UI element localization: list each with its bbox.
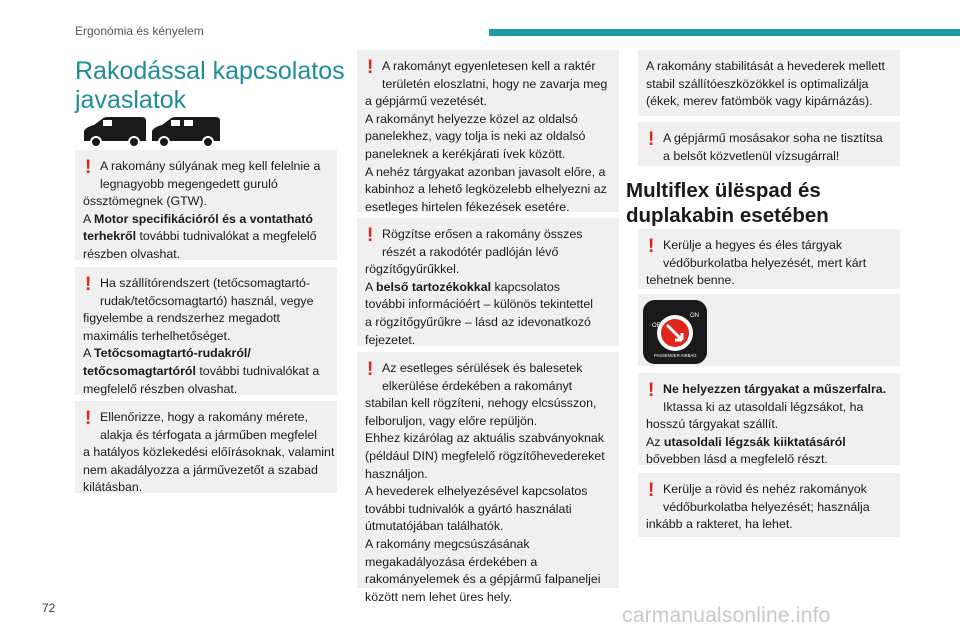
text-line: megakadályozása érdekében a (365, 554, 538, 569)
text-line: védőburkolatba helyezését, mert kárt (663, 255, 867, 270)
warning-exclamation-icon: ! (648, 129, 655, 150)
bold-ref: tetőcsomagtartóról (83, 363, 196, 378)
warning-box-washing (638, 122, 900, 166)
text-line: paneleknek a kerékjárati ívek között. (365, 146, 566, 161)
warning-exclamation-icon: ! (367, 359, 374, 380)
text-line: részben olvashat. (83, 246, 181, 261)
section-title-multiflex (626, 178, 926, 228)
text-line: esetleges hirtelen fékezések esetére. (365, 199, 570, 214)
text-line: A (83, 211, 95, 226)
text-line: további tudnivalókat a (195, 363, 320, 378)
text-line: Kerülje a hegyes és éles tárgyak (663, 238, 843, 252)
warning-exclamation-icon: ! (648, 380, 655, 401)
info-box-stability (638, 50, 900, 116)
text-line: használjon. (365, 466, 428, 481)
warning-exclamation-icon: ! (85, 274, 92, 295)
text-line: további tudnivalók a gyártó használati (365, 501, 572, 516)
text-line: rudak/tetőcsomagtartó) használ, vegye (100, 293, 314, 308)
title-line: duplakabin esetében (626, 204, 829, 227)
text-line: (például DIN) megfelelő rögzítőhevedereket (365, 448, 605, 463)
airbag-off-label: OFF (652, 323, 664, 329)
text-line: figyelembe a rendszerhez megadott (83, 311, 280, 326)
text-line: maximális terhelhetőséget. (83, 328, 231, 343)
text-line: elkerülése érdekében a rakományt (382, 378, 573, 393)
text-line: A rakomány megcsúszásának (365, 536, 530, 551)
warning-box-dashboard (638, 373, 900, 465)
text-line: A rakomány súlyának meg kell felelnie a (100, 159, 321, 173)
warning-box-distribution (357, 50, 619, 212)
text-line: felboruljon, vagy előre repüljön. (365, 413, 538, 428)
text-line: Iktassa ki az utasoldali légzsákot, ha (663, 399, 864, 414)
text-line: bővebben lásd a megfelelő részt. (646, 452, 828, 467)
text-line: a belsőt közvetlenül vízsugárral! (663, 148, 840, 163)
warning-box-short-heavy (638, 473, 900, 537)
text-line: területén eloszlatni, hogy ne zavarja meg (382, 76, 608, 91)
section-title-loading-tips (75, 57, 345, 115)
text-line: hosszú tárgyakat szállít. (646, 417, 779, 432)
text-line: rakományelemek és a gépjármű falpaneljei (365, 572, 601, 587)
warning-box-fastening-rings (357, 218, 619, 346)
text-line: panelekhez, vagy tolja is neki az oldalsó (365, 129, 586, 144)
text-line: a hatályos közlekedési előírásoknak, valamint (83, 445, 335, 460)
warning-exclamation-icon: ! (367, 225, 374, 246)
text-line: A (365, 279, 377, 294)
title-line: Multiflex ülëspad és (626, 179, 821, 202)
bold-ref: Ne helyezzen tárgyakat a műszerfalra. (663, 382, 887, 396)
text-line: Ehhez kizárólag az aktuális szabványoknak (365, 431, 604, 446)
watermark: carmanualsonline.info (622, 604, 831, 627)
warning-exclamation-icon: ! (648, 480, 655, 501)
passenger-airbag-off-icon (643, 300, 707, 364)
warning-exclamation-icon: ! (85, 157, 92, 178)
text-line: részét a rakodótér padlóján lévő (382, 244, 559, 259)
text-line: további információért – különös tekintettel (365, 297, 593, 312)
text-line: A rakományt helyezze közel az oldalsó (365, 111, 578, 126)
text-line: megfelelő részben olvashat. (83, 381, 238, 396)
header-accent-bar (489, 29, 960, 36)
text-line: rögzítőgyűrűkkel. (365, 262, 460, 277)
title-line: javaslatok (75, 86, 187, 114)
text-line: a rögzítőgyűrűkre – lásd az idevonatkozó (365, 314, 591, 329)
text-line: kilátásban. (83, 480, 143, 495)
text-line: Az esetleges sérülések és balesetek (382, 361, 583, 375)
page-number: 72 (42, 601, 56, 615)
text-line: tehetnek benne. (646, 273, 735, 288)
text-line: stabil szállítóeszközökkel is optimalizálja (646, 76, 869, 91)
text-line: kapcsolatos (491, 279, 560, 294)
text-line: Az (646, 434, 664, 449)
airbag-on-label: ON (690, 313, 699, 319)
warning-box-sharp-objects (638, 229, 900, 289)
warning-box-roof-rack (75, 267, 337, 395)
text-line: védőburkolatba helyezését; használja (663, 499, 870, 514)
text-line: nem akadályozza a járművezetőt a szabad (83, 462, 318, 477)
text-line: a gépjármű vezetését. (365, 94, 487, 109)
text-line: Ha szállítórendszert (tetőcsomagtartó- (100, 276, 311, 290)
text-line: A hevederek elhelyezésével kapcsolatos (365, 484, 588, 499)
van-long-icon (152, 117, 220, 147)
warning-exclamation-icon: ! (648, 236, 655, 257)
text-line: A (83, 346, 95, 361)
running-header: Ergonómia és kényelem (75, 24, 204, 38)
warning-box-securing-straps (357, 352, 619, 604)
warning-exclamation-icon: ! (85, 408, 92, 429)
bold-ref: belső tartozékokkal (376, 279, 492, 294)
text-line: inkább a rakteret, ha lehet. (646, 517, 793, 532)
text-line: Rögzítse erősen a rakomány összes (382, 227, 583, 241)
text-line: között nem lehet üres hely. (365, 589, 513, 604)
bold-ref: utasoldali légzsák kiiktatásáról (663, 434, 846, 449)
title-line: Rakodással kapcsolatos (75, 57, 345, 85)
warning-box-load-size (75, 401, 337, 493)
bold-ref: Tetőcsomagtartó-rudakról/ (94, 346, 251, 361)
text-line: A nehéz tárgyakat azonban javasolt előre, a (365, 164, 606, 179)
warning-box-load-weight (75, 150, 337, 260)
text-line: Ellenőrizze, hogy a rakomány mérete, (100, 410, 308, 424)
van-icons (82, 113, 222, 148)
bold-ref: terhekről (83, 229, 137, 244)
text-line: össztömegnek (GTW). (83, 194, 207, 209)
text-line: A gépjármű mosásakor soha ne tisztítsa (663, 131, 883, 145)
bold-ref: Motor specifikációról és a vontatható (94, 211, 313, 226)
airbag-bottom-label: PASSENGER AIRBAG (654, 353, 697, 358)
text-line: (ékek, merev fatömbök vagy kipárnázás). (646, 94, 873, 109)
text-line: legnagyobb megengedett guruló (100, 176, 278, 191)
text-line: alakja és térfogata a járműben megfelel (100, 427, 317, 442)
text-line: kabinhoz a lehető legközelebb elhelyezni az (365, 182, 607, 197)
warning-exclamation-icon: ! (367, 57, 374, 78)
text-line: fejezetet. (365, 332, 416, 347)
text-line: útmutatójában találhatók. (365, 519, 504, 534)
van-short-icon (84, 117, 146, 147)
text-line: Kerülje a rövid és nehéz rakományok (663, 482, 867, 496)
text-line: A rakományt egyenletesen kell a raktér (382, 59, 596, 73)
text-line: A rakomány stabilitását a hevederek mellett (646, 59, 885, 73)
text-line: stabilan kell rögzíteni, nehogy elcsússzon, (365, 396, 597, 411)
text-line: további tudnivalókat a megfelelő (136, 229, 317, 244)
